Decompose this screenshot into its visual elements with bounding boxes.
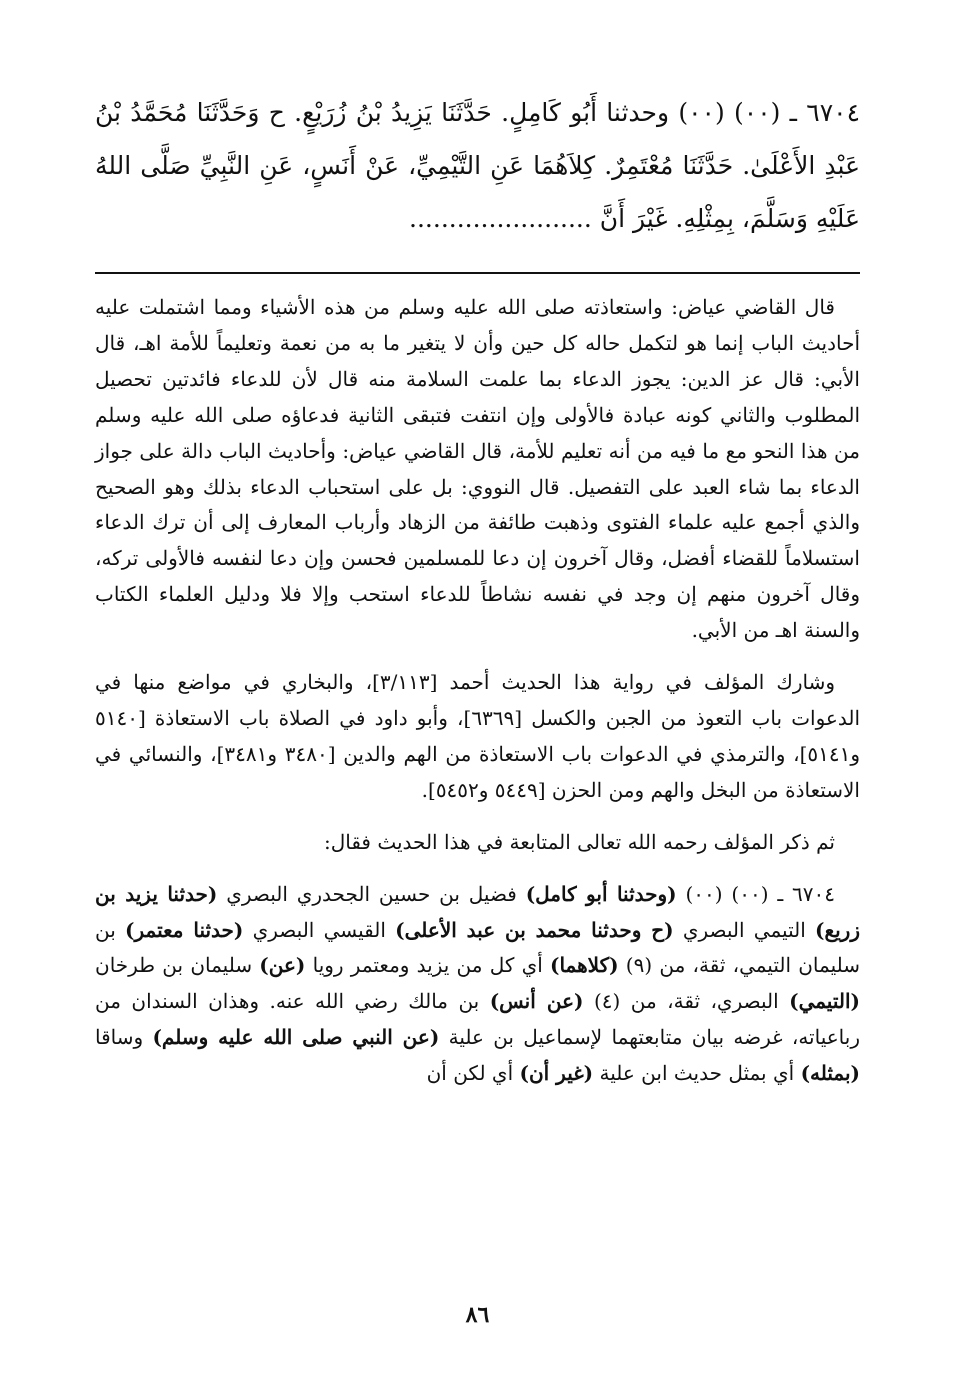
sharh-text-11: أي لكن أن — [426, 1061, 520, 1086]
sharh-bold-10: (بمثله) — [800, 1061, 860, 1086]
page-number: ٨٦ — [465, 1302, 490, 1328]
ellipsis-dots: ....................... — [409, 204, 592, 233]
sharh-text-3: القيسي البصري — [243, 917, 396, 942]
sharh-text-2: التيمي البصري — [673, 917, 815, 942]
sharh-text-6: سليمان بن طرخان — [95, 953, 260, 978]
sharh-text-4: بن سليمان التيمي، ثقة، من (٩) — [95, 917, 860, 978]
commentary-paragraph-3: ثم ذكر المؤلف رحمه الله تعالى المتابعة في هذا الحديث فقال: — [323, 829, 835, 854]
sharh-bold-1: (وحدثنا أبو كامل) — [525, 881, 677, 906]
footnote-divider — [95, 272, 860, 274]
sharh-bold-8: (عن أنس) — [489, 989, 584, 1014]
sharh-bold-6: (عن) — [259, 953, 306, 978]
sharh-bold-4: (حدثنا معتمر) — [125, 917, 244, 942]
sharh-bold-2: (حدثنا يزيد بن زريع) — [95, 881, 860, 942]
sharh-text-8: بن مالك رضي الله عنه. وهذان السندان من رباعياته، غرضه بيان متابعتهما لإسماعيل بن علية — [95, 989, 861, 1050]
sharh-bold-5: (كلاهما) — [550, 953, 619, 978]
sharh-text-9: وساقا — [95, 1025, 153, 1050]
hadith-number: ٦٧٠٤ — [806, 98, 860, 127]
sharh-text-5: أي كل من يزيد ومعتمر رويا — [305, 953, 550, 978]
sharh-bold-3: (ح وحدثنا محمد بن عبد الأعلى) — [395, 917, 674, 942]
commentary — [95, 290, 860, 1092]
commentary-paragraph-4 — [95, 877, 860, 1092]
sharh-text-7: البصري، ثقة، من (٤) — [583, 989, 790, 1014]
sharh-lead: ٦٧٠٤ ـ (٠٠) (٠٠) — [676, 881, 835, 906]
commentary-paragraph-1: قال القاضي عياض: واستعاذته صلى الله عليه وسلم من هذه الأشياء ومما اشتملت عليه أحاديث الباب إنما هو لتكمل حاله كل حين وأن لا يتغير ما به من نعمة وتعليماً للأمة اهـ، قال الأبي: قال عز الدين: يجوز الدعاء بما علمت السلامة منه قال لأن للدعاء فائدتين تحصيل المطلوب والثاني كونه عبادة فالأولى وإن انتفت فتبقى الثانية فدعاؤه صلى الله عليه وسلم من هذا النحو مع ما فيه من أنه تعليم للأمة، قال القاضي عياض: وأحاديث الباب دالة على جواز الدعاء بما شاء العبد على التفصيل. قال النووي: بل على استحباب الدعاء بذلك وهو الصحيح والذي أجمع عليه علماء الفتوى وذهبت طائفة من الزهاد وأرباب المعارف إلى أن ترك الدعاء استسلاماً للقضاء أفضل، وقال آخرون إن دعا للمسلمين فحسن وإن دعا لنفسه فالأولى تركه، وقال آخرون منهم إن وجد في نفسه نشاطاً للدعاء استحب وإلا فلا ودليل العلماء الكتاب والسنة اهـ من الأبي. — [95, 295, 860, 643]
sharh-bold-11: (غير أن) — [519, 1061, 594, 1086]
book-page — [95, 86, 860, 1346]
sharh-text-1: فضيل بن حسين الجحدري البصري — [217, 881, 526, 906]
commentary-paragraph-2: وشارك المؤلف في رواية هذا الحديث أحمد [٣/١١٣]، والبخاري في مواضع منها في الدعوات باب التعوذ من الجبن والكسل [٦٣٦٩]، وأبو داود في الصلاة باب الاستعاذة [٥١٤٠ و٥١٤١]، والترمذي في الدعوات باب الاستعاذة من الهم والدين [٣٤٨٠ و٣٤٨١]، والنسائي في الاستعاذة من البخل والهم ومن الحزن [٥٤٤٩ و٥٤٥٢]. — [95, 670, 861, 802]
hadith-body: ـ (٠٠) (٠٠) وحدثنا أَبُو كَامِلٍ. حَدَّثَنَا يَزِيدُ بْنُ زُرَيْعٍ. ح وَحَدَّثَنَا مُحَمَّدُ بْنُ عَبْدِ الأَعْلَىٰ. حَدَّثَنَا مُعْتَمِرٌ. كِلاَهُمَا عَنِ التَّيْمِيِّ، عَنْ أَنَسٍ، عَنِ النَّبِيِّ صَلَّى اللهُ عَلَيْهِ وَسَلَّمَ، بِمِثْلِهِ. غَيْرَ أَنَّ — [95, 98, 860, 233]
sharh-text-10: أي بمثل حديث ابن علية — [593, 1061, 801, 1086]
sharh-bold-9: (عن النبي صلى الله عليه وسلم) — [152, 1025, 440, 1050]
sharh-bold-7: (التيمي) — [789, 989, 860, 1014]
hadith-text — [95, 86, 860, 245]
